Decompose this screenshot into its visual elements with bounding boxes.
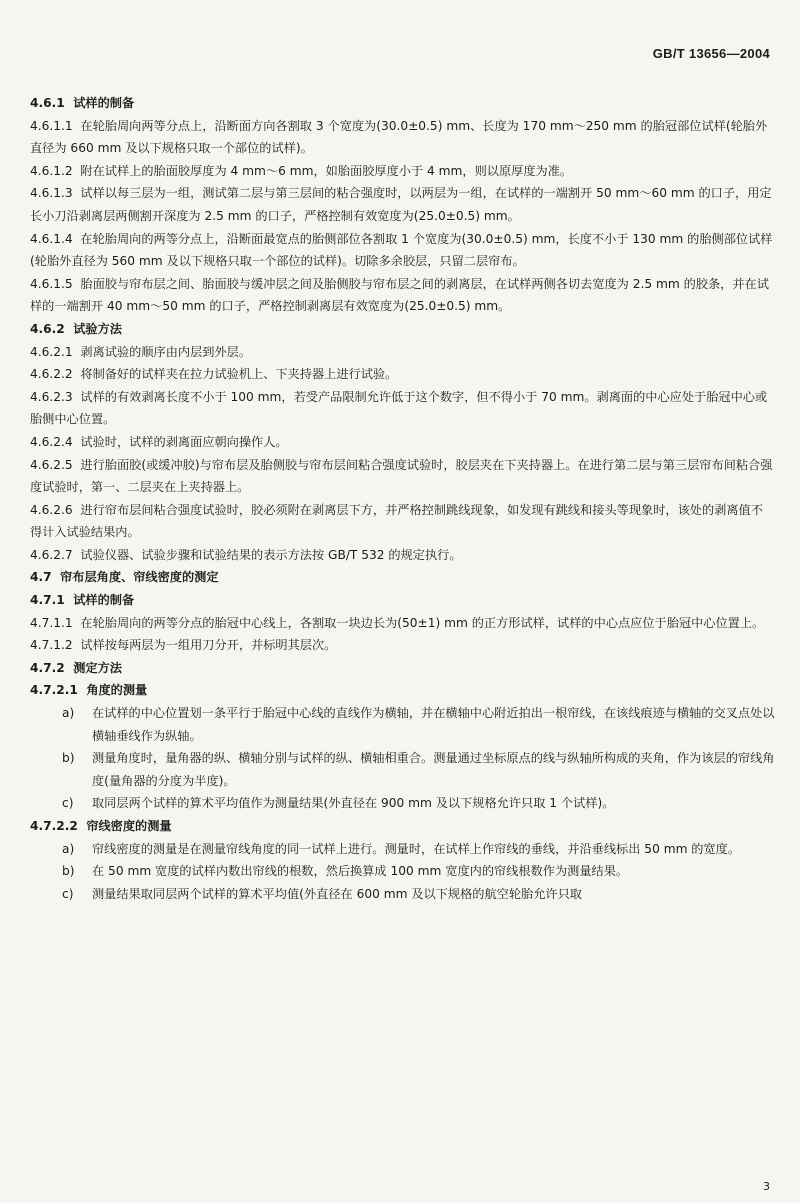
list-item-text: 测量角度时，量角器的纵、横轴分别与试样的纵、横轴相重合。测量通过坐标原点的线与纵轴所构成的夹角，作为该层的帘线角度(量角器的分度为半度)。 — [92, 751, 775, 788]
clause-text: 试样以每三层为一组，测试第二层与第三层间的粘合强度时，以两层为一组，在试样的一端割开 50 mm～60 mm 的口子，用定长小刀沿剥离层两侧割开深度为 2.5 mm 的口子，严格控制有效宽度为(25.0±0.5) mm。 — [30, 186, 772, 223]
heading-text: 试验方法 — [73, 321, 122, 336]
clause-number: 4.6.2.6 — [30, 502, 73, 517]
clause-paragraph — [30, 182, 775, 227]
section-heading — [30, 589, 775, 612]
clause-paragraph — [30, 544, 775, 567]
clause-number: 4.6.1.2 — [30, 163, 73, 178]
clause-paragraph — [30, 228, 775, 273]
clause-number: 4.6.1.5 — [30, 276, 73, 291]
clause-number: 4.6.2.2 — [30, 367, 73, 382]
clause-paragraph — [30, 273, 775, 318]
section-heading — [30, 318, 775, 341]
section-heading — [30, 92, 775, 115]
clause-number: 4.6.2 — [30, 321, 65, 336]
clause-text: 进行帘布层间粘合强度试验时，胶必须附在剥离层下方，并严格控制跳线现象，如发现有跳线和接头等现象时，该处的剥离值不得计入试验结果内。 — [30, 502, 763, 540]
clause-number: 4.6.1 — [30, 96, 65, 110]
clause-paragraph — [30, 386, 775, 431]
list-item-marker: b) — [62, 864, 75, 879]
clause-text: 在轮胎周向的两等分点上，沿断面最宽点的胎侧部位各割取 1 个宽度为(30.0±0.5) mm，长度不小于 130 mm 的胎侧部位试样(轮胎外直径为 560 mm 及以下规格只取一个部位的试样)。切除多余胶层，只留二层帘布。 — [30, 231, 773, 269]
clause-paragraph — [30, 363, 775, 386]
heading-text: 测定方法 — [73, 660, 122, 675]
list-item — [30, 838, 775, 861]
list-item-marker: b) — [62, 751, 75, 766]
clause-paragraph — [30, 454, 775, 499]
heading-text: 帘线密度的测量 — [86, 819, 172, 833]
clause-paragraph — [30, 341, 775, 364]
clause-text: 试样的有效剥离长度不小于 100 mm，若受产品限制允许低于这个数字，但不得小于 70 mm。剥离面的中心应处于胎冠中心或胎侧中心位置。 — [30, 389, 768, 427]
page-number: 3 — [763, 1180, 770, 1193]
clause-paragraph — [30, 431, 775, 454]
clause-paragraph — [30, 115, 775, 160]
standard-code: GB/T 13656—2004 — [652, 46, 770, 61]
section-heading — [30, 566, 775, 589]
clause-text: 试验时，试样的剥离面应朝向操作人。 — [80, 434, 288, 449]
section-heading — [30, 679, 775, 702]
clause-number: 4.6.2.7 — [30, 547, 73, 562]
list-item-text: 在 50 mm 宽度的试样内数出帘线的根数，然后换算成 100 mm 宽度内的帘线根数作为测量结果。 — [92, 864, 629, 879]
clause-text: 进行胎面胶(或缓冲胶)与帘布层及胎侧胶与帘布层间粘合强度试验时，胶层夹在下夹持器上。在进行第二层与第三层帘布间粘合强度试验时，第一、二层夹在上夹持器上。 — [30, 457, 773, 495]
clause-text: 试验仪器、试验步骤和试验结果的表示方法按 GB/T 532 的规定执行。 — [80, 547, 462, 562]
clause-number: 4.7.1.2 — [30, 638, 73, 653]
section-heading — [30, 657, 775, 680]
list-item-marker: c) — [62, 886, 74, 901]
clause-text: 剥离试验的顺序由内层到外层。 — [80, 344, 252, 359]
clause-number: 4.6.1.3 — [30, 186, 73, 201]
clause-number: 4.6.1.1 — [30, 118, 73, 133]
heading-text: 试样的制备 — [73, 96, 135, 110]
clause-number: 4.6.2.4 — [30, 434, 73, 449]
list-item — [30, 747, 775, 792]
clause-number: 4.7.2.1 — [30, 683, 78, 698]
clause-number: 4.6.2.1 — [30, 344, 73, 359]
clause-paragraph — [30, 499, 775, 544]
list-item-text: 帘线密度的测量是在测量帘线角度的同一试样上进行。测量时，在试样上作帘线的垂线，并沿垂线标出 50 mm 的宽度。 — [92, 841, 741, 856]
clause-number: 4.6.2.5 — [30, 457, 73, 472]
list-item-marker: c) — [62, 796, 74, 811]
clause-number: 4.7.1 — [30, 593, 65, 608]
list-item — [30, 702, 775, 747]
clause-text: 胎面胶与帘布层之间、胎面胶与缓冲层之间及胎侧胶与帘布层之间的剥离层，在试样两侧各切去宽度为 2.5 mm 的胶条，并在试样的一端割开 40 mm～50 mm 的口子，严格控制剥离层有效宽度为(25.0±0.5) mm。 — [30, 276, 769, 314]
clause-number: 4.6.2.3 — [30, 389, 73, 404]
clause-text: 在轮胎周向两等分点上，沿断面方向各割取 3 个宽度为(30.0±0.5) mm、长度为 170 mm～250 mm 的胎冠部位试样(轮胎外直径为 660 mm 及以下规格只取一个部位的试样)。 — [30, 118, 768, 156]
clause-text: 附在试样上的胎面胶厚度为 4 mm～6 mm，如胎面胶厚度小于 4 mm，则以原厚度为准。 — [80, 163, 573, 178]
clause-text: 试样按每两层为一组用刀分开，并标明其层次。 — [80, 638, 337, 653]
list-item-text: 在试样的中心位置划一条平行于胎冠中心线的直线作为横轴，并在横轴中心附近拍出一根帘线，在该线痕迹与横轴的交叉点处以横轴垂线作为纵轴。 — [92, 706, 775, 743]
heading-text: 帘布层角度、帘线密度的测定 — [60, 570, 219, 585]
clause-number: 4.6.1.4 — [30, 231, 73, 246]
list-item-text: 取同层两个试样的算术平均值作为测量结果(外直径在 900 mm 及以下规格允许只取 1 个试样)。 — [92, 796, 615, 811]
clause-paragraph — [30, 612, 775, 635]
clause-paragraph — [30, 634, 775, 657]
clause-number: 4.7 — [30, 570, 52, 585]
heading-text: 角度的测量 — [86, 683, 148, 698]
list-item — [30, 860, 775, 883]
clause-text: 在轮胎周向的两等分点的胎冠中心线上，各割取一块边长为(50±1) mm 的正方形试样，试样的中心点应位于胎冠中心位置上。 — [80, 615, 765, 630]
list-item-marker: a) — [62, 841, 75, 856]
clause-number: 4.7.2 — [30, 660, 65, 675]
list-item-text: 测量结果取同层两个试样的算术平均值(外直径在 600 mm 及以下规格的航空轮胎允许只取 — [92, 886, 582, 901]
clause-text: 将制备好的试样夹在拉力试验机上、下夹持器上进行试验。 — [80, 367, 398, 382]
section-heading — [30, 815, 775, 838]
clause-paragraph — [30, 160, 775, 183]
list-item — [30, 792, 775, 815]
clause-number: 4.7.2.2 — [30, 819, 78, 833]
list-item — [30, 883, 775, 906]
heading-text: 试样的制备 — [73, 593, 135, 608]
document-body — [30, 92, 775, 905]
clause-number: 4.7.1.1 — [30, 615, 73, 630]
list-item-marker: a) — [62, 706, 75, 721]
